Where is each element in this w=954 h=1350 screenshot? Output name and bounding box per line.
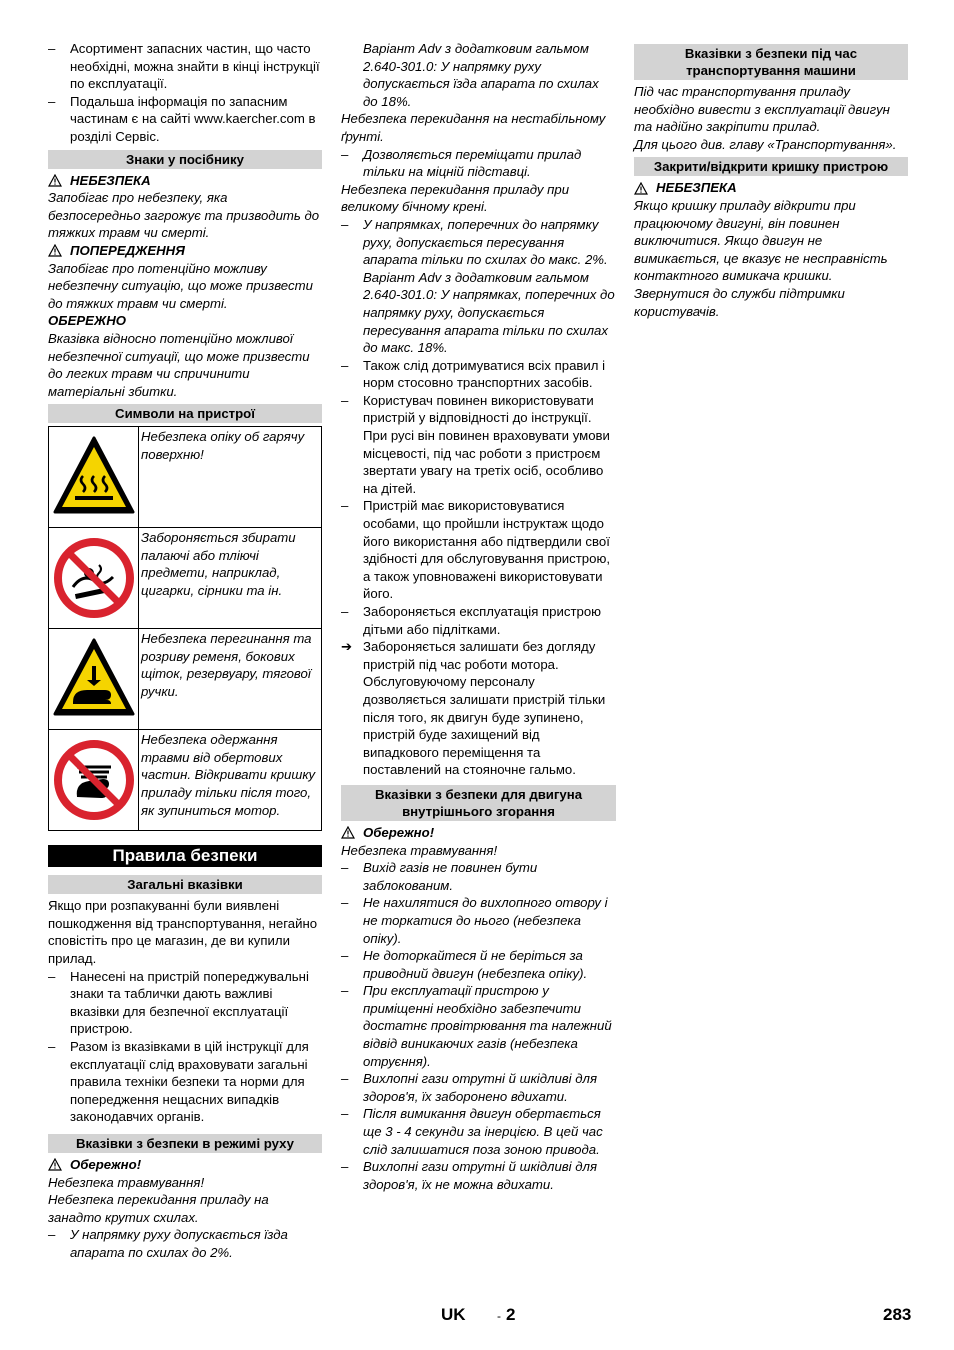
chapter-heading-safety: Правила безпеки xyxy=(48,845,322,867)
warning-triangle-icon xyxy=(341,826,355,839)
warning-triangle-icon xyxy=(48,174,62,187)
caution-label: ОБЕРЕЖНО xyxy=(48,313,126,329)
symbol-description: Небезпека одержання травми від обертових частин. Відкривати кришку приладу тільки після того, як зупиниться мотор. xyxy=(139,730,322,831)
list-item: – Користувач повинен використовувати пристрій у відповідності до інструкції. При русі він повинен враховувати умови місцевості, під час роботи з пристроєм звертати увагу на третіх осіб, особливо на дітей. xyxy=(341,392,610,496)
danger-label: НЕБЕЗПЕКА xyxy=(48,172,322,190)
page-number: 283 xyxy=(883,1305,912,1324)
section-heading-transport: Вказівки з безпеки під час транспортування машини xyxy=(634,44,908,80)
lateral-text: Небезпека перекидання приладу при великому бічному крені. xyxy=(341,181,570,215)
warning-triangle-icon xyxy=(48,244,62,257)
section-heading-cover: Закрити/відкрити кришку пристрою xyxy=(634,157,908,176)
injury-text: Небезпека травмування! xyxy=(341,842,498,858)
table-row xyxy=(49,730,322,831)
transport-text: Під час транспортування приладу необхідно вивести з експлуатації двигун та надійно закріпити прилад. xyxy=(634,84,890,135)
symbol-description: Небезпека перегинання та розриву ременя, бокових щіток, резервуару, тягової ручки. xyxy=(139,629,322,730)
hand-crush-warning-icon xyxy=(51,636,137,722)
arrow-icon: ➔ xyxy=(341,639,353,655)
list-item: – У напрямках, поперечних до напрямку руху, допускається пересування апарата тільки по схилах до макс. 2%. xyxy=(341,216,608,268)
section-heading-drive: Вказівки з безпеки в режимі руху xyxy=(48,1134,322,1153)
general-text: Якщо при розпакуванні були виявлені пошкодження від транспортування, негайно сповістіть про це магазин, де ви купили прилад. xyxy=(48,898,318,967)
warning-text: Запобігає про потенційно можливу небезпечну ситуацію, що може призвести до тяжких травм чи смерті. xyxy=(48,260,313,311)
list-item: – Вихід газів не повинен бути заблокованим. xyxy=(341,860,538,893)
symbol-description: Небезпека опіку об гарячу поверхню! xyxy=(139,427,322,528)
table-row xyxy=(49,528,322,629)
list-item: – Вихлопні гази отрутні й шкідливі для здоров'я, їх заборонено вдихати. xyxy=(341,1071,598,1104)
language-code: UK xyxy=(441,1305,466,1324)
list-item: – Разом із вказівками в цій інструкції для експлуатації слід враховувати загальні правила техніки безпеки та норми для попередження нещасних випадків законодавчих органів. xyxy=(48,1039,309,1125)
no-hand-rotating-parts-icon xyxy=(51,737,137,823)
danger-label: НЕБЕЗПЕКА xyxy=(634,179,908,197)
list-item: – Забороняється експлуатація пристрою дітьми або підлітками. xyxy=(341,604,602,637)
list-item: – При експлуатації пристрою у приміщенні необхідно забезпечити достатнє провітрювання та належний відвід виникаючих газів (небезпека отруєння). xyxy=(341,983,612,1069)
list-item: – Подальша інформація по запасним частинам є на сайті www.kaercher.com в розділі Сервіс. xyxy=(48,93,316,144)
section-heading-engine: Вказівки з безпеки для двигуна внутрішнього згорання xyxy=(341,785,616,821)
symbols-table xyxy=(48,426,322,831)
column-left xyxy=(48,40,322,1262)
column-right xyxy=(634,40,908,320)
list-item: – У напрямку руху допускається їзда апарата по схилах до 2%. xyxy=(48,1227,288,1260)
cover-text: Якщо кришку приладу відкрити при працюючому двигуні, він повинен виключитися. Якщо двигун не вимикається, це вказує не несправність контактного вимикача кришки. Звернутися до служби підтримки користувачів. xyxy=(634,197,888,319)
caution-label: Обережно! xyxy=(48,1156,322,1174)
list-item: – Не нахилятися до вихлопного отвору і не торкатися до нього (небезпека опіку). xyxy=(341,895,608,946)
symbol-description: Забороняється збирати палаючі або тліючі предмети, наприклад, цигарки, сірники та ін. xyxy=(139,528,322,629)
list-item: – Також слід дотримуватися всіх правил і норм стосовно транспортних засобів. xyxy=(341,357,606,391)
list-item: – Пристрій має використовуватися особами, що пройшли інструктаж щодо його використання або підтвердили свої здібності для обслуговування пристрою, а також уповноважені використовувати його. xyxy=(341,498,611,602)
warning-label: ПОПЕРЕДЖЕННЯ xyxy=(48,242,322,260)
section-heading-symbols: Символи на пристрої xyxy=(48,404,322,423)
drive-tip: Небезпека перекидання приладу на занадто крутих схилах. xyxy=(48,1192,269,1225)
list-item: – Не доторкайтеся й не беріться за приводний двигун (небезпека опіку). xyxy=(341,948,588,981)
caution-text: Вказівка відносно потенційно можливої небезпечної ситуації, що може призвести до легких травм чи спричинити матеріальні збитки. xyxy=(48,330,310,399)
list-item: – Вихлопні гази отрутні й шкідливі для здоров'я, їх не можна вдихати. xyxy=(341,1159,598,1192)
caution-label: Обережно! xyxy=(341,824,616,842)
list-item: – Дозволяється переміщати прилад тільки на міцній підставці. xyxy=(341,146,582,180)
unstable-text: Небезпека перекидання на нестабільному ґрунті. xyxy=(341,111,606,144)
list-item: – Після вимикання двигун обертається ще 3 - 4 секунди за інерцією. В цей час слід залишатися поза зоною привода. xyxy=(341,1106,603,1157)
transport-text: Для цього див. главу «Транспортування». xyxy=(634,136,897,152)
footer-separator: - xyxy=(497,1309,501,1323)
hot-surface-warning-icon xyxy=(51,434,137,520)
table-row xyxy=(49,629,322,730)
warning-triangle-icon xyxy=(48,1158,62,1171)
table-row xyxy=(49,427,322,528)
section-heading-signs: Знаки у посібнику xyxy=(48,150,322,169)
variant-text: Варіант Adv з додатковим гальмом 2.640-301.0: У напрямках, поперечних до напрямку руху, допускається пересування апарата тільки по схилах до макс. 18%. xyxy=(363,269,615,356)
list-item: – Асортимент запасних частин, що часто необхідні, можна знайти в кінці інструкції по експлуатації. xyxy=(48,41,320,92)
local-page-number: 2 xyxy=(506,1305,516,1324)
list-item: ➔ Забороняється залишати без догляду пристрій під час роботи мотора. Обслуговуючому персоналу дозволяється залишати пристрій тільки після того, як двигун буде зупинено, пристрій буде захищений від випадкового переміщення та поставлений на стояночне гальмо. xyxy=(341,639,606,778)
list-item: – Нанесені на пристрій попереджувальні знаки та таблички дають важливі вказівки для безпечної експлуатації пристрою. xyxy=(48,968,309,1037)
section-heading-general: Загальні вказівки xyxy=(48,875,322,894)
warning-triangle-icon xyxy=(634,182,648,195)
danger-text: Запобігає про небезпеку, яка безпосередньо загрожує та призводить до тяжких травм чи смерті. xyxy=(48,190,320,241)
column-middle xyxy=(341,40,616,1193)
no-flammable-materials-icon xyxy=(51,535,137,621)
variant-text: Варіант Adv з додатковим гальмом 2.640-301.0: У напрямку руху допускається їзда апарата по схилах до 18%. xyxy=(363,41,599,109)
injury-text: Небезпека травмування! xyxy=(48,1174,205,1190)
page-footer xyxy=(0,1306,954,1330)
